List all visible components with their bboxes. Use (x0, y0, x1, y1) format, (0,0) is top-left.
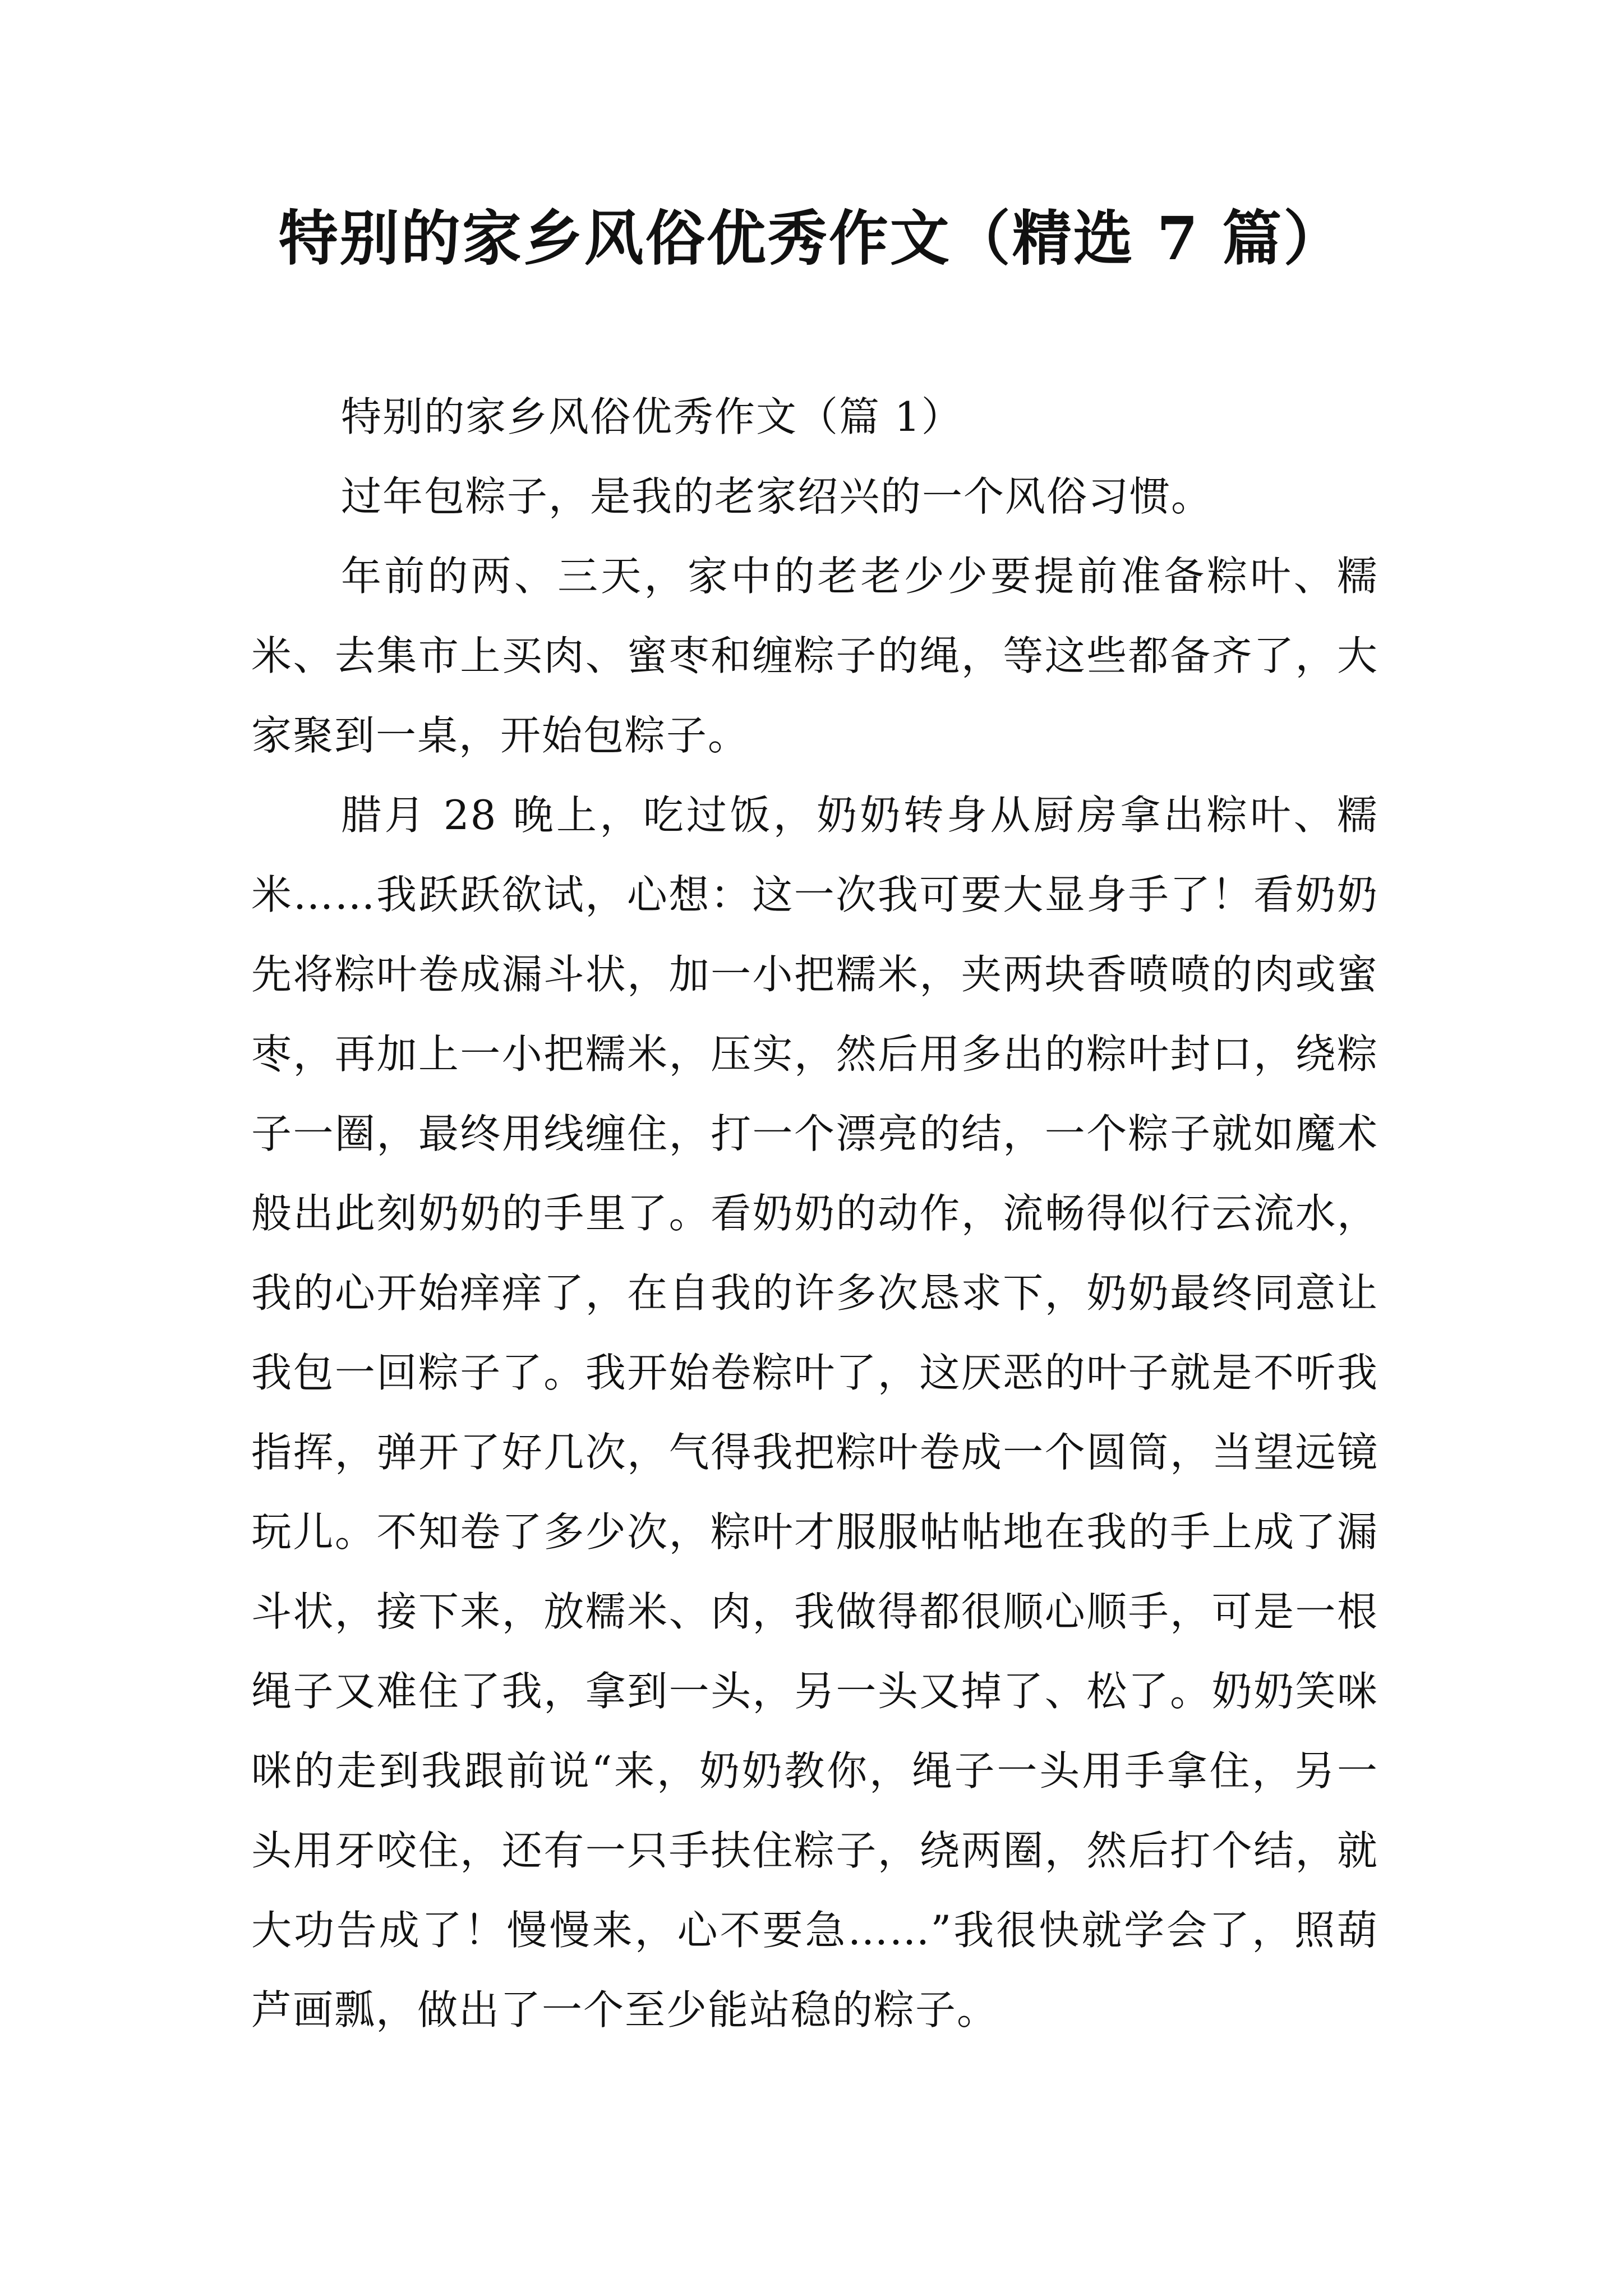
paragraph: 年前的两、三天，家中的老老少少要提前准备粽叶、糯米、去集市上买肉、蜜枣和缠粽子的绳，等这些都备齐了，大家聚到一桌，开始包粽子。 (251, 553, 1378, 759)
document-title: 特别的家乡风俗优秀作文（精选 7 篇） (278, 203, 1345, 273)
paragraph: 过年包粽子，是我的老家绍兴的一个风俗习惯。 (341, 473, 1213, 520)
document-body (251, 377, 1378, 2050)
paragraph: 腊月 28 晚上，吃过饭，奶奶转身从厨房拿出粽叶、糯米……我跃跃欲试，心想：这一次我可要大显身手了！看奶奶先将粽叶卷成漏斗状，加一小把糯米，夹两块香喷喷的肉或蜜枣，再加上一小把糯米，压实，然后用多出的粽叶封口，绕粽子一圈，最终用线缠住，打一个漂亮的结，一个粽子就如魔术般出此刻奶奶的手里了。看奶奶的动作，流畅得似行云流水，我的心开始痒痒了，在自我的许多次恳求下，奶奶最终同意让我包一回粽子了。我开始卷粽叶了，这厌恶的叶子就是不听我指挥，弹开了好几次，气得我把粽叶卷成一个圆筒，当望远镜玩儿。不知卷了多少次，粽叶才服服帖帖地在我的手上成了漏斗状，接下来，放糯米、肉，我做得都很顺心顺手，可是一根绳子又难住了我，拿到一头，另一头又掉了、松了。奶奶笑咪咪的走到我跟前说“来，奶奶教你，绳子一头用手拿住，另一头用牙咬住，还有一只手扶住粽子，绕两圈，然后打个结，就大功告成了！慢慢来，心不要急……”我很快就学会了，照葫芦画瓢，做出了一个至少能站稳的粽子。 (251, 792, 1378, 2033)
section-heading: 特别的家乡风俗优秀作文（篇 1） (341, 393, 963, 440)
